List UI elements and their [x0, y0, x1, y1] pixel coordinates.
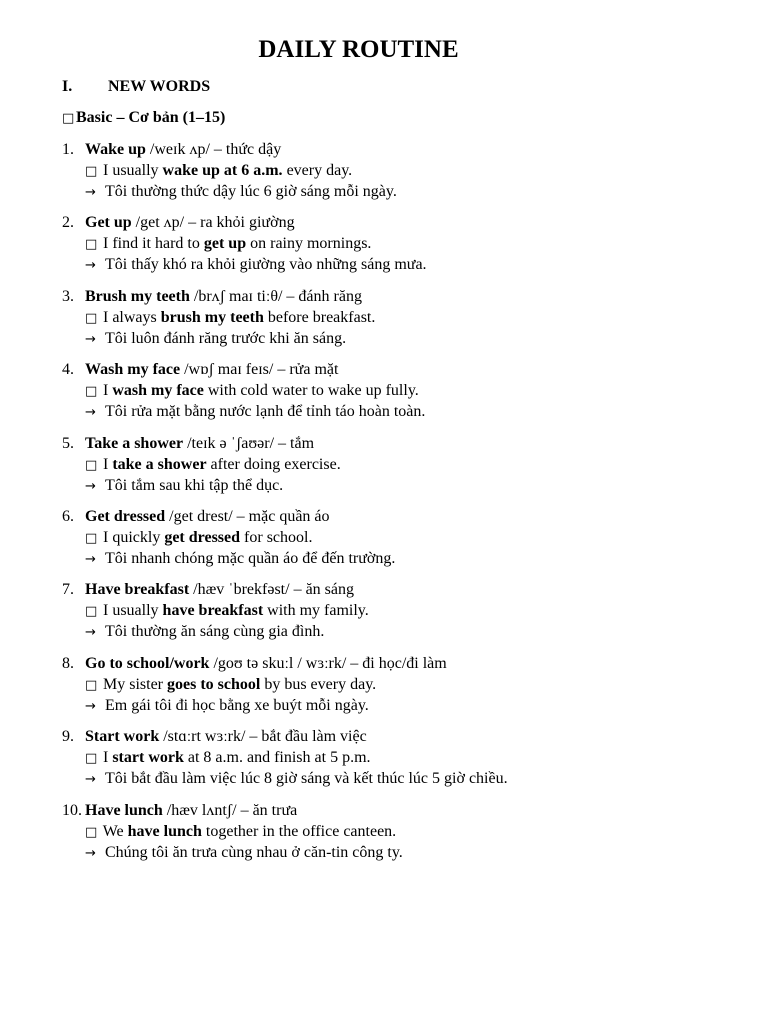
list-item — [62, 800, 742, 873]
entry-term-line — [85, 579, 354, 600]
entry-translation: Em gái tôi đi học bằng xe buýt mỗi ngày. — [105, 696, 369, 714]
entry-example-after: by bus every day. — [260, 675, 377, 693]
entry-example-before: We — [99, 822, 128, 840]
entry-example-line — [85, 600, 369, 622]
entry-example-highlight: get up — [203, 235, 247, 253]
entry-number: 2. — [62, 214, 74, 232]
entry-definition: /wɒʃ maɪ feɪs/ – rửa mặt — [180, 361, 339, 379]
entry-number: 9. — [62, 728, 74, 746]
entry-term: Have breakfast — [85, 581, 190, 599]
entry-term: Get up — [85, 214, 132, 232]
entry-example-highlight: goes to school — [167, 675, 261, 693]
entry-term-line — [85, 433, 314, 454]
entry-example-before: I — [99, 749, 113, 767]
entry-definition: /weɪk ʌp/ – thức dậy — [145, 141, 282, 158]
entry-number: 4. — [62, 361, 74, 379]
arrow-right-icon: → — [85, 551, 96, 567]
arrow-right-icon: → — [85, 698, 96, 714]
arrow-right-icon: → — [85, 185, 96, 200]
entry-translation: Chúng tôi ăn trưa cùng nhau ở căn-tin công ty. — [105, 843, 403, 861]
list-item — [62, 433, 742, 506]
entry-term-line — [85, 726, 367, 747]
entry-term-line — [85, 212, 295, 233]
entry-translation-line — [85, 475, 283, 497]
entry-term-line — [85, 286, 362, 307]
entry-example-after: with cold water to wake up fully. — [203, 382, 419, 400]
entry-definition: /brʌʃ maɪ tiːθ/ – đánh răng — [189, 287, 362, 305]
entry-example-highlight: wake up at 6 a.m. — [162, 162, 283, 179]
missing-glyph-icon: □ — [85, 530, 98, 546]
entry-translation-line — [85, 768, 508, 790]
entry-example-before: I usually — [99, 602, 163, 620]
missing-glyph-icon: □ — [85, 751, 98, 767]
entry-definition: /stɑːrt wɜːrk/ – bắt đầu làm việc — [159, 728, 367, 746]
entry-term-line — [85, 359, 338, 380]
entry-term: Wash my face — [85, 361, 181, 379]
missing-glyph-icon: □ — [85, 384, 98, 400]
entry-translation-line — [85, 548, 395, 570]
entry-definition: /get ʌp/ – ra khỏi giường — [131, 214, 295, 232]
entry-translation-line — [85, 695, 369, 717]
missing-glyph-icon: □ — [62, 111, 75, 126]
entry-translation: Tôi tắm sau khi tập thể dục. — [105, 476, 284, 494]
section-title: NEW WORDS — [108, 78, 211, 95]
arrow-right-icon: → — [85, 625, 96, 641]
list-item — [62, 139, 742, 212]
entry-number: 5. — [62, 434, 74, 452]
entry-number: 7. — [62, 581, 74, 599]
list-item — [62, 359, 742, 432]
entry-example-line — [85, 527, 312, 549]
list-item — [62, 579, 742, 652]
arrow-right-icon: → — [85, 772, 96, 788]
entry-example-before: My sister — [99, 675, 167, 693]
entry-translation: Tôi rửa mặt bằng nước lạnh để tỉnh táo hoàn toàn. — [105, 403, 426, 421]
entry-term-line — [85, 653, 447, 674]
entry-example-after: together in the office canteen. — [201, 822, 397, 840]
arrow-right-icon: → — [85, 258, 96, 274]
entry-number: 8. — [62, 654, 74, 672]
subheading-text: Basic – Cơ bản (1–15) — [76, 109, 226, 126]
entry-example-after: after doing exercise. — [206, 455, 341, 473]
entry-definition: /hæv lʌntʃ/ – ăn trưa — [162, 801, 298, 819]
entry-term: Brush my teeth — [85, 287, 190, 305]
entry-term: Get dressed — [85, 507, 166, 525]
entry-example-line — [85, 307, 375, 329]
entry-definition: /teɪk ə ˈʃaʊər/ – tắm — [183, 434, 315, 452]
entry-definition: /hæv ˈbrekfəst/ – ăn sáng — [189, 581, 354, 599]
entry-example-highlight: start work — [112, 749, 184, 767]
page-title: DAILY ROUTINE — [258, 36, 459, 63]
list-item — [62, 286, 742, 359]
list-item — [62, 726, 742, 799]
entry-translation-line — [85, 254, 427, 276]
list-item — [62, 212, 742, 285]
entry-definition: /get drest/ – mặc quần áo — [165, 507, 330, 525]
entry-example-highlight: take a shower — [112, 455, 207, 473]
entry-translation: Tôi thấy khó ra khỏi giường vào những sáng mưa. — [105, 256, 427, 274]
entry-example-highlight: wash my face — [112, 382, 204, 400]
entry-number: 6. — [62, 507, 74, 525]
entry-number: 3. — [62, 287, 74, 305]
missing-glyph-icon: □ — [85, 677, 98, 693]
entry-example-before: I quickly — [99, 528, 165, 546]
arrow-right-icon: → — [85, 331, 96, 347]
missing-glyph-icon: □ — [85, 310, 98, 326]
missing-glyph-icon: □ — [85, 457, 98, 473]
entry-translation: Tôi bắt đầu làm việc lúc 8 giờ sáng và kết thúc lúc 5 giờ chiều. — [105, 770, 508, 788]
entry-term: Take a shower — [85, 434, 184, 452]
arrow-right-icon: → — [85, 845, 96, 861]
entry-number: 1. — [62, 141, 74, 158]
entry-translation: Tôi thường thức dậy lúc 6 giờ sáng mỗi ngày. — [105, 183, 397, 200]
entry-example-before: I usually — [99, 162, 163, 179]
entry-term: Go to school/work — [85, 654, 210, 672]
list-item — [62, 506, 742, 579]
word-list — [62, 139, 742, 873]
arrow-right-icon: → — [85, 405, 96, 421]
entry-example-before: I — [99, 382, 113, 400]
missing-glyph-icon: □ — [85, 237, 98, 253]
entry-example-after: at 8 a.m. and finish at 5 p.m. — [183, 749, 371, 767]
list-item — [62, 653, 742, 726]
subheading — [62, 108, 225, 129]
section-number: I. — [62, 78, 73, 95]
entry-term-line — [85, 139, 281, 160]
entry-translation-line — [85, 842, 403, 864]
entry-example-highlight: get dressed — [164, 528, 241, 546]
entry-example-line — [85, 454, 341, 476]
entry-example-line — [85, 160, 352, 182]
entry-translation: Tôi thường ăn sáng cùng gia đình. — [105, 623, 325, 641]
entry-example-line — [85, 674, 376, 696]
arrow-right-icon: → — [85, 478, 96, 494]
entry-term-line — [85, 800, 297, 821]
missing-glyph-icon: □ — [85, 824, 98, 840]
entry-number: 10. — [62, 801, 82, 819]
entry-example-line — [85, 233, 371, 255]
entry-term: Have lunch — [85, 801, 163, 819]
entry-definition: /goʊ tə skuːl / wɜːrk/ – đi học/đi làm — [209, 654, 447, 672]
entry-translation-line — [85, 181, 397, 203]
entry-example-line — [85, 747, 371, 769]
missing-glyph-icon: □ — [85, 604, 98, 620]
entry-translation: Tôi luôn đánh răng trước khi ăn sáng. — [105, 329, 347, 347]
entry-translation-line — [85, 401, 425, 423]
section-heading — [62, 77, 210, 97]
entry-example-after: on rainy mornings. — [246, 235, 372, 253]
entry-example-highlight: brush my teeth — [160, 308, 264, 326]
missing-glyph-icon: □ — [85, 164, 98, 179]
entry-translation: Tôi nhanh chóng mặc quần áo để đến trường. — [105, 549, 396, 567]
entry-term: Wake up — [85, 141, 146, 158]
entry-term-line — [85, 506, 330, 527]
entry-translation-line — [85, 621, 324, 643]
entry-example-after: for school. — [240, 528, 313, 546]
entry-example-line — [85, 821, 396, 843]
entry-translation-line — [85, 328, 346, 350]
entry-example-after: before breakfast. — [263, 308, 376, 326]
entry-term: Start work — [85, 728, 160, 746]
entry-example-after: with my family. — [263, 602, 369, 620]
entry-example-highlight: have breakfast — [162, 602, 264, 620]
entry-example-highlight: have lunch — [127, 822, 202, 840]
entry-example-after: every day. — [282, 162, 353, 179]
entry-example-line — [85, 380, 419, 402]
entry-example-before: I always — [99, 308, 161, 326]
entry-example-before: I find it hard to — [99, 235, 204, 253]
entry-example-before: I — [99, 455, 113, 473]
